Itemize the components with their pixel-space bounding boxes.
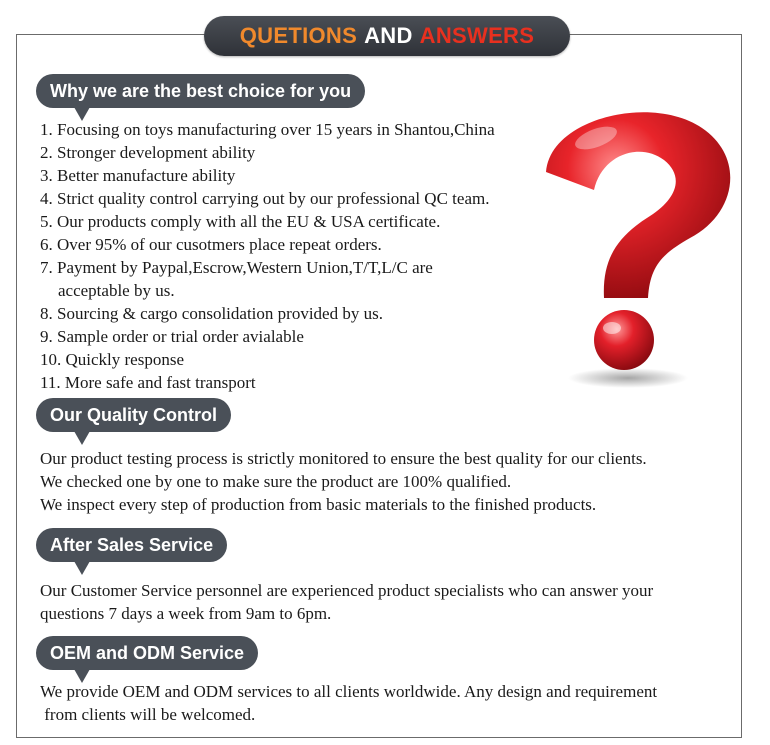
why-item-continuation: acceptable by us. — [58, 281, 175, 300]
after-sales-line: Our Customer Service personnel are experienced product specialists who can answer your — [40, 581, 654, 600]
oem-line: We provide OEM and ODM services to all clients worldwide. Any design and requirement — [40, 682, 658, 701]
section-heading-after-sales: After Sales Service — [36, 528, 227, 562]
why-item: 7. Payment by Paypal,Escrow,Western Union,T/T,L/C are — [40, 258, 433, 277]
page-title-banner — [204, 16, 570, 56]
why-item: 4. Strict quality control carrying out by our professional QC team. — [40, 189, 490, 208]
section-heading-oem: OEM and ODM Service — [36, 636, 258, 670]
oem-text — [40, 680, 657, 726]
question-mark-icon — [532, 98, 740, 390]
oem-line: from clients will be welcomed. — [40, 705, 256, 724]
section-heading-quality: Our Quality Control — [36, 398, 231, 432]
why-item: 3. Better manufacture ability — [40, 166, 236, 185]
why-item: 6. Over 95% of our cusotmers place repeat orders. — [40, 235, 382, 254]
why-item: 5. Our products comply with all the EU & USA certificate. — [40, 212, 441, 231]
after-sales-line: questions 7 days a week from 9am to 6pm. — [40, 604, 332, 623]
why-item: 2. Stronger development ability — [40, 143, 256, 162]
why-item: 9. Sample order or trial order avialable — [40, 327, 304, 346]
why-item: 11. More safe and fast transport — [40, 373, 256, 392]
why-item: 10. Quickly response — [40, 350, 185, 369]
quality-line: We checked one by one to make sure the product are 100% qualified. — [40, 472, 512, 491]
title-word-questions: QUETIONS — [239, 23, 358, 48]
title-word-answers: ANSWERS — [419, 23, 535, 48]
after-sales-text — [40, 579, 653, 625]
title-word-and: AND — [364, 23, 413, 48]
why-list — [40, 118, 495, 394]
section-heading-why: Why we are the best choice for you — [36, 74, 365, 108]
quality-line: Our product testing process is strictly monitored to ensure the best quality for our clients. — [40, 449, 647, 468]
why-item: 1. Focusing on toys manufacturing over 15 years in Shantou,China — [40, 120, 495, 139]
quality-text — [40, 447, 647, 516]
quality-line: We inspect every step of production from basic materials to the finished products. — [40, 495, 597, 514]
why-item: 8. Sourcing & cargo consolidation provided by us. — [40, 304, 383, 323]
